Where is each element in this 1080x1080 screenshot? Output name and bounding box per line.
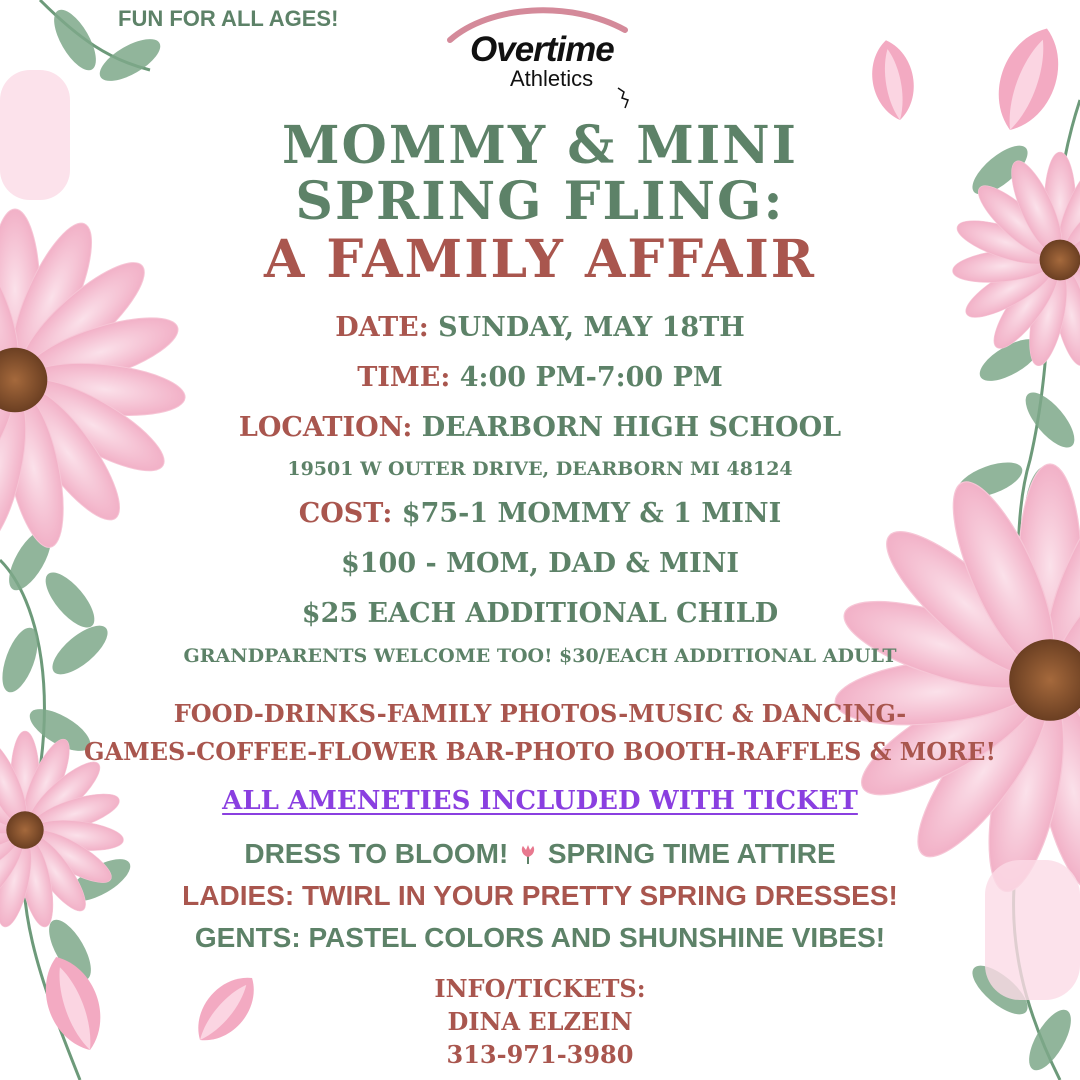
activities-line-2: GAMES-COFFEE-FLOWER BAR-PHOTO BOOTH-RAFFLES & MORE!: [84, 737, 996, 766]
gents-line: GENTS: PASTEL COLORS AND SHUNSHINE VIBES!: [194, 922, 886, 953]
address: 19501 W OUTER DRIVE, DEARBORN MI 48124: [287, 458, 793, 480]
daisy-icon: [832, 464, 1080, 898]
date-line: [0, 314, 1080, 341]
title-line-3: A FAMILY AFFAIR: [263, 229, 817, 290]
cost-value: $75-1 MOMMY & 1 MINI: [401, 498, 782, 529]
title-line-1: MOMMY & MINI: [282, 115, 798, 176]
location-value: DEARBORN HIGH SCHOOL: [421, 412, 842, 443]
dress-to-bloom: DRESS TO BLOOM!: [244, 838, 509, 869]
amenities-link[interactable]: ALL AMENETIES INCLUDED WITH TICKET: [222, 786, 858, 816]
contact-label: INFO/TICKETS:: [434, 974, 646, 1003]
spring-attire: SPRING TIME ATTIRE: [547, 838, 836, 869]
time-value: 4:00 PM-7:00 PM: [459, 362, 723, 393]
location-line: [0, 414, 1080, 441]
cost-label: COST:: [298, 498, 393, 529]
logo-subtitle: Athletics: [510, 66, 594, 91]
title-line-2: SPRING FLING:: [295, 171, 785, 232]
cost-line-2: $100 - MOM, DAD & MINI: [340, 548, 740, 579]
amenities-link-wrap: [0, 788, 1080, 814]
contact-name: DINA ELZEIN: [447, 1007, 633, 1036]
ladies-line: LADIES: TWIRL IN YOUR PRETTY SPRING DRESSES!: [182, 880, 898, 911]
date-value: SUNDAY, MAY 18TH: [438, 312, 745, 343]
tulip-icon: [518, 844, 538, 866]
dress-line: [0, 840, 1080, 868]
logo-name: Overtime: [470, 30, 614, 69]
top-tagline: FUN FOR ALL AGES!: [118, 6, 339, 31]
activities-line-1: FOOD-DRINKS-FAMILY PHOTOS-MUSIC & DANCING-: [173, 699, 907, 728]
cost-line: [0, 500, 1080, 527]
time-line: [0, 364, 1080, 391]
grandparents-note: GRANDPARENTS WELCOME TOO! $30/EACH ADDITIONAL ADULT: [183, 645, 897, 667]
time-label: TIME:: [357, 362, 451, 393]
date-label: DATE:: [335, 312, 429, 343]
cost-line-3: $25 EACH ADDITIONAL CHILD: [301, 598, 779, 629]
contact-phone[interactable]: 313-971-3980: [446, 1040, 634, 1069]
location-label: LOCATION:: [238, 412, 413, 443]
tulip-bud-icon: [33, 949, 268, 1059]
